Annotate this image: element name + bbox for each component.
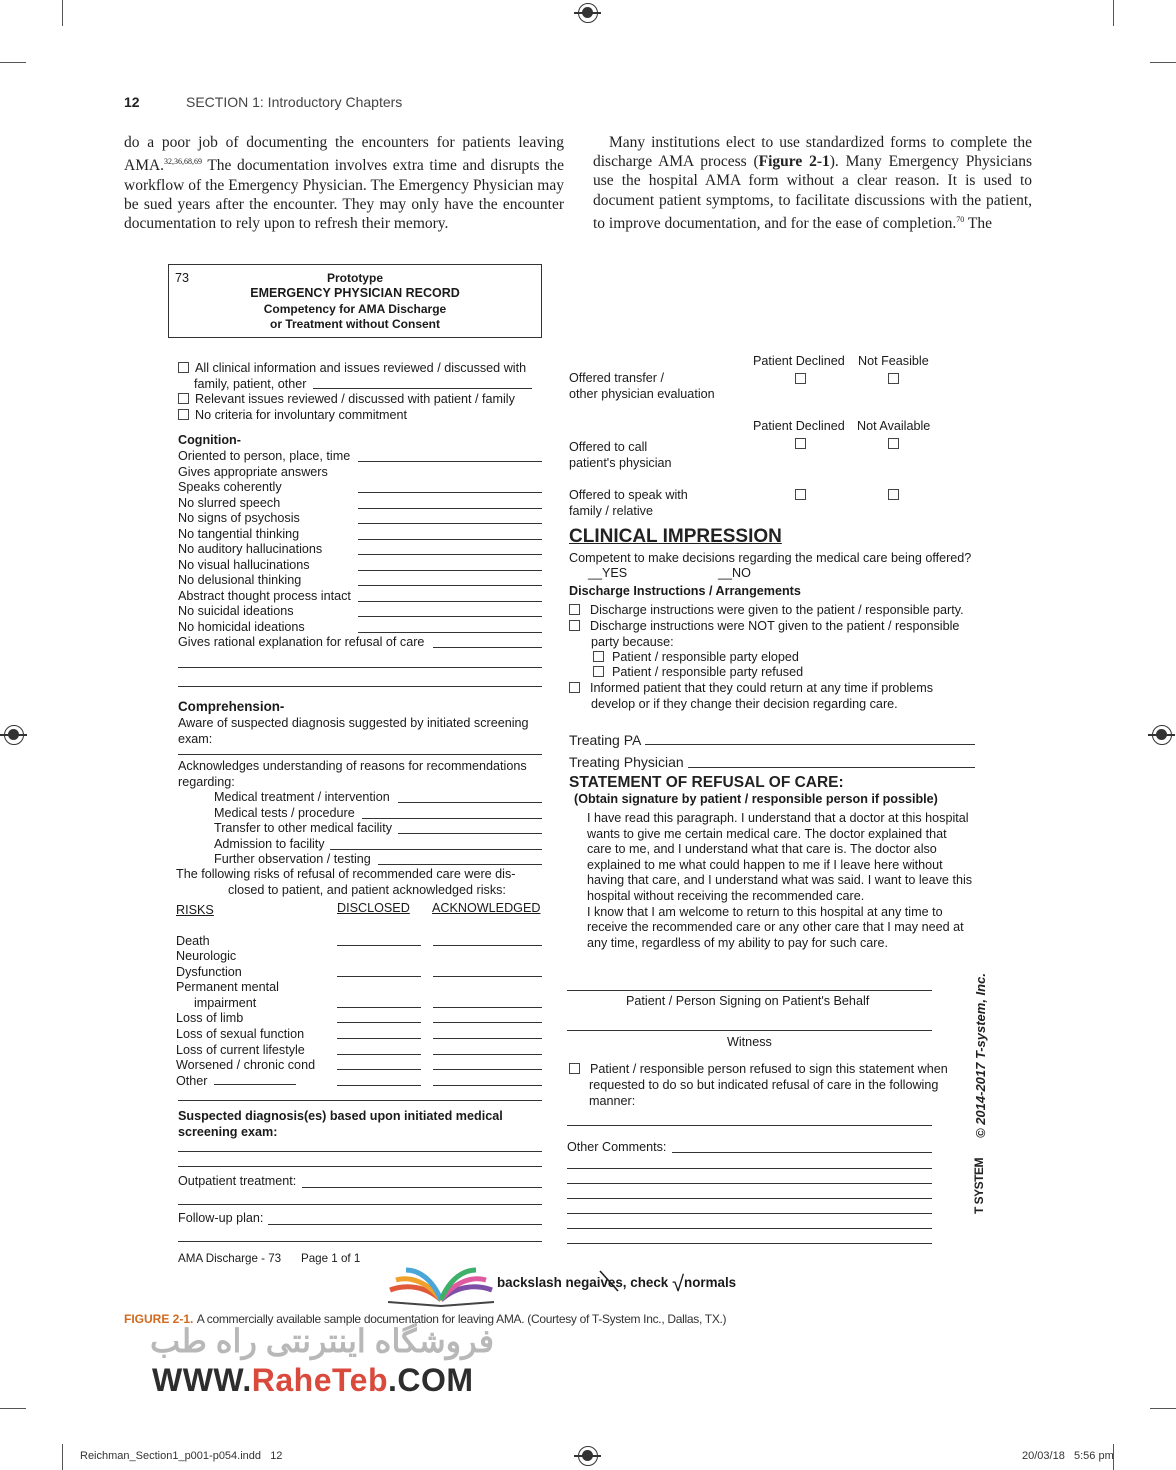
cognition-item: No auditory hallucinations xyxy=(178,542,323,556)
disclosed-line[interactable] xyxy=(337,1022,421,1023)
acknowledged-line[interactable] xyxy=(433,945,542,946)
form-title-prototype: Prototype xyxy=(326,271,383,285)
write-line[interactable] xyxy=(358,539,542,540)
write-line[interactable] xyxy=(567,1198,932,1199)
comprehension-heading: Comprehension- xyxy=(178,699,285,714)
checkbox[interactable] xyxy=(795,438,806,449)
discharge-not-given-2: party because: xyxy=(591,635,674,649)
registration-mark-icon xyxy=(578,1446,598,1466)
form-subtitle-2: or Treatment without Consent xyxy=(269,317,440,331)
risk-item: Loss of sexual function xyxy=(176,1027,305,1041)
write-line[interactable] xyxy=(178,667,542,668)
checkbox[interactable] xyxy=(569,604,580,615)
acknowledged-line[interactable] xyxy=(433,976,542,977)
treating-pa-label: Treating PA xyxy=(569,732,642,748)
t-system-logo-text: T SYSTEM xyxy=(972,1157,986,1214)
cognition-item: Speaks coherently xyxy=(178,480,282,494)
write-line[interactable] xyxy=(178,754,542,755)
book-logo-icon xyxy=(382,1260,500,1310)
acknowledged-line[interactable] xyxy=(433,1085,542,1086)
write-line[interactable] xyxy=(178,1151,542,1152)
competent-question: Competent to make decisions regarding the medical care being offered? xyxy=(569,551,972,565)
write-line[interactable] xyxy=(358,508,542,509)
offer-speak-1: Offered to speak with xyxy=(569,488,688,502)
patient-signature-label: Patient / Person Signing on Patient's Behalf xyxy=(626,994,870,1008)
form-footer-page: Page 1 of 1 xyxy=(301,1252,361,1265)
cognition-item: No signs of psychosis xyxy=(178,511,300,525)
form-number: 73 xyxy=(175,271,190,285)
comprehension-item: Medical tests / procedure xyxy=(214,806,355,820)
disclosed-line[interactable] xyxy=(337,976,421,977)
form-title-box xyxy=(168,264,542,338)
checkbox[interactable] xyxy=(569,620,580,631)
crop-mark xyxy=(1150,62,1176,63)
witness-line[interactable] xyxy=(567,1030,932,1031)
write-line[interactable] xyxy=(378,864,542,865)
statement-line: receive the recommended care or any other care that I may need at xyxy=(587,920,964,935)
form-footer-id: AMA Discharge - 73 xyxy=(178,1252,282,1265)
check-item-commitment[interactable]: No criteria for involuntary commitment xyxy=(178,408,407,424)
write-line[interactable] xyxy=(358,616,542,617)
refused-to-sign[interactable]: Patient / responsible person refused to sign this statement when xyxy=(569,1062,948,1078)
reason-refused[interactable]: Patient / responsible party refused xyxy=(593,665,803,681)
aware-text-1: Aware of suspected diagnosis suggested by initiated screening xyxy=(178,716,529,730)
clinical-impression-heading: CLINICAL IMPRESSION xyxy=(569,526,782,547)
write-line[interactable] xyxy=(398,802,542,803)
reason-eloped[interactable]: Patient / responsible party eloped xyxy=(593,650,799,666)
crop-mark xyxy=(0,1408,26,1409)
acknowledged-col-header: ACKNOWLEDGED xyxy=(432,901,541,915)
slug-date: 20/03/18 5:56 pm xyxy=(1022,1450,1114,1462)
body-column-left: do a poor job of documenting the encounters for patients leaving AMA.$^{32,36,68,69}$ The documentation involves extra time and disrupts the workflow of the Emergency Physician. The Emergency Physician may be sued years after the encounter. They may only have the encounter documentation to rely upon to refresh their memory. xyxy=(124,134,564,232)
refused-to-sign-3: manner: xyxy=(589,1094,636,1108)
registration-mark-icon xyxy=(1152,725,1172,745)
risk-item: Permanent mental xyxy=(176,980,279,994)
disclosed-line[interactable] xyxy=(337,1085,421,1086)
col-header-not-available: Not Available xyxy=(857,419,931,433)
write-line[interactable] xyxy=(672,1152,932,1153)
figure-caption-text: A commercially available sample documentation for leaving AMA. (Courtesy of T-System Inc., Dallas, TX.) xyxy=(196,1312,727,1326)
ack-text-2: regarding: xyxy=(178,775,235,789)
col-header-not-feasible: Not Feasible xyxy=(858,354,929,368)
disclosed-line[interactable] xyxy=(337,945,421,946)
disclosed-line[interactable] xyxy=(337,1054,421,1055)
write-line[interactable] xyxy=(214,1084,296,1085)
cognition-item: No visual hallucinations xyxy=(178,558,310,572)
offer-transfer-2: other physician evaluation xyxy=(569,387,715,401)
risks-note-2: closed to patient, and patient acknowledged risks: xyxy=(228,883,506,897)
cognition-item: Oriented to person, place, time xyxy=(178,449,351,463)
write-line[interactable] xyxy=(178,1204,542,1205)
checkbox[interactable] xyxy=(178,393,189,404)
treating-physician-label: Treating Physician xyxy=(569,754,684,770)
write-line[interactable] xyxy=(398,833,542,834)
write-line[interactable] xyxy=(268,1224,542,1225)
acknowledged-line[interactable] xyxy=(433,1022,542,1023)
competent-no[interactable]: __NO xyxy=(718,566,751,580)
followup-label: Follow-up plan: xyxy=(178,1211,264,1225)
watermark-persian: فروشگاه اینترنتی راه طب xyxy=(150,1323,495,1359)
crop-mark xyxy=(0,62,26,63)
competent-yes[interactable]: __YES xyxy=(588,566,628,580)
ack-text-1: Acknowledges understanding of reasons for recommendations xyxy=(178,759,527,773)
checkbox[interactable] xyxy=(178,362,189,373)
write-line[interactable] xyxy=(567,1228,932,1229)
write-line[interactable] xyxy=(178,686,542,687)
write-line[interactable] xyxy=(567,1125,932,1126)
write-line[interactable] xyxy=(178,1241,542,1242)
acknowledged-line[interactable] xyxy=(433,1054,542,1055)
discharge-not-given[interactable]: Discharge instructions were NOT given to the patient / responsible xyxy=(569,619,959,635)
outpatient-label: Outpatient treatment: xyxy=(178,1174,297,1188)
cognition-item: Gives rational explanation for refusal of care xyxy=(178,635,425,649)
legend-line: backslash negaives, check √normals xyxy=(497,1271,737,1296)
risk-item: Other xyxy=(176,1074,208,1088)
crop-mark xyxy=(62,1444,63,1470)
write-line[interactable] xyxy=(358,461,542,462)
disclosed-line[interactable] xyxy=(337,1007,421,1008)
watermark-url: WWW.RaheTeb.COM xyxy=(152,1362,474,1398)
refused-to-sign-2: requested to do so but indicated refusal of care in the following xyxy=(589,1078,939,1092)
registration-mark-icon xyxy=(578,3,598,23)
write-line[interactable] xyxy=(178,1100,542,1101)
write-line[interactable] xyxy=(567,1243,932,1244)
acknowledged-line[interactable] xyxy=(433,1069,542,1070)
form-title: EMERGENCY PHYSICIAN RECORD xyxy=(250,286,460,300)
refusal-heading: STATEMENT OF REFUSAL OF CARE: xyxy=(569,774,844,791)
slug-file: Reichman_Section1_p001-p054.indd 12 xyxy=(80,1450,283,1462)
disclosed-col-header: DISCLOSED xyxy=(337,901,410,915)
risk-item: Worsened / chronic cond xyxy=(176,1058,316,1072)
crop-mark xyxy=(62,0,63,26)
page-number: 12 xyxy=(124,94,140,110)
checkbox[interactable] xyxy=(888,489,899,500)
copyright-text: © 2014-2017 T-system, Inc. xyxy=(973,973,988,1138)
checkbox[interactable] xyxy=(795,373,806,384)
write-line[interactable] xyxy=(433,647,542,648)
statement-line: care to me, and I understand what that care is. The doctor also xyxy=(587,842,937,857)
disclosed-line[interactable] xyxy=(337,1038,421,1039)
t-system-logo-icon xyxy=(970,1134,988,1214)
checkbox[interactable] xyxy=(569,682,580,693)
informed-patient-2: develop or if they change their decision regarding care. xyxy=(591,697,898,711)
form-subtitle-1: Competency for AMA Discharge xyxy=(263,302,447,316)
registration-mark-icon xyxy=(4,725,24,745)
backslash-mark-icon xyxy=(598,1269,620,1293)
write-line[interactable] xyxy=(567,1183,932,1184)
write-line[interactable] xyxy=(178,1166,542,1167)
checkmark-icon: √ xyxy=(671,1271,685,1296)
crop-mark xyxy=(1150,1408,1176,1409)
statement-line: any time, regardless of my ability to pay for such care. xyxy=(587,935,888,950)
statement-line: hospital without receiving the recommended care. xyxy=(587,889,865,903)
write-line[interactable] xyxy=(358,492,542,493)
comprehension-item: Further observation / testing xyxy=(214,852,371,866)
risk-item: Loss of limb xyxy=(176,1011,244,1025)
informed-patient[interactable]: Informed patient that they could return at any time if problems xyxy=(569,681,933,697)
statement-line: I know that I am welcome to return to this hospital at any time to xyxy=(587,904,943,919)
risk-item: Loss of current lifestyle xyxy=(176,1043,305,1057)
check-item-relevant[interactable]: Relevant issues reviewed / discussed with patient / family xyxy=(178,392,515,408)
cognition-item: No suicidal ideations xyxy=(178,604,294,618)
risks-col-header: RISKS xyxy=(176,903,214,917)
statement-line: wants to give me certain medical care. The doctor explained that xyxy=(587,826,947,841)
write-line[interactable] xyxy=(358,523,542,524)
copyright-vertical xyxy=(972,898,990,1138)
checkbox[interactable] xyxy=(178,409,189,420)
suspected-heading-2: screening exam: xyxy=(178,1125,278,1139)
aware-text-2: exam: xyxy=(178,732,213,746)
comprehension-item: Admission to facility xyxy=(214,837,325,851)
cognition-heading: Cognition- xyxy=(178,433,241,447)
cognition-item: No homicidal ideations xyxy=(178,620,305,634)
risk-item: Death xyxy=(176,934,210,948)
figure-label: FIGURE 2-1. xyxy=(124,1312,194,1326)
statement-line: explained to me what could happen to me if I leave here without xyxy=(587,857,943,872)
discharge-given[interactable]: Discharge instructions were given to the patient / responsible party. xyxy=(569,603,964,619)
refusal-subheading: (Obtain signature by patient / responsible person if possible) xyxy=(574,792,938,806)
checkbox[interactable] xyxy=(888,438,899,449)
risk-item: impairment xyxy=(194,996,257,1010)
body-column-right: Many institutions elect to use standardized forms to complete the discharge AMA process (Figure 2-1). Many Emergency Physicians use the hospital AMA form without a clear reason. It is used to document patient symptoms, to facilitate discussions with the patient, to improve documentation, and for the ease of completion.$^{70}$ The xyxy=(593,134,1032,232)
treating-physician-line[interactable] xyxy=(688,767,975,768)
check-item-family: family, patient, other xyxy=(194,377,307,391)
witness-label: Witness xyxy=(727,1035,772,1049)
suspected-heading-1: Suspected diagnosis(es) based upon initiated medical xyxy=(178,1109,503,1123)
acknowledged-line[interactable] xyxy=(433,1007,542,1008)
risk-item: Neurologic xyxy=(176,949,237,963)
checkbox[interactable] xyxy=(593,666,604,677)
write-line[interactable] xyxy=(567,1168,932,1169)
comprehension-item: Transfer to other medical facility xyxy=(214,821,393,835)
write-line[interactable] xyxy=(358,554,542,555)
col-header-patient-declined: Patient Declined xyxy=(753,354,845,368)
checkbox[interactable] xyxy=(569,1063,580,1074)
offer-speak-2: family / relative xyxy=(569,504,653,518)
offer-call-2: patient's physician xyxy=(569,456,672,470)
treating-pa-line[interactable] xyxy=(645,744,975,745)
comprehension-item: Medical treatment / intervention xyxy=(214,790,390,804)
risks-note-1: The following risks of refusal of recommended care were dis- xyxy=(176,867,516,881)
acknowledged-line[interactable] xyxy=(433,1038,542,1039)
cognition-item: No slurred speech xyxy=(178,496,281,510)
offer-transfer-1: Offered transfer / xyxy=(569,371,664,385)
cognition-item: Abstract thought process intact xyxy=(178,589,351,603)
statement-line: having that care, and I understand what was said. I want to leave this xyxy=(587,873,973,888)
checkbox[interactable] xyxy=(795,489,806,500)
running-header: SECTION 1: Introductory Chapters xyxy=(186,94,403,110)
cognition-item: No delusional thinking xyxy=(178,573,302,587)
other-comments-label: Other Comments: xyxy=(567,1140,667,1154)
statement-line: I have read this paragraph. I understand that a doctor at this hospital xyxy=(587,811,969,825)
checkbox[interactable] xyxy=(593,651,604,662)
patient-signature-line[interactable] xyxy=(567,990,932,991)
col-header-patient-declined: Patient Declined xyxy=(753,419,845,433)
write-line[interactable] xyxy=(358,585,542,586)
offer-call-1: Offered to call xyxy=(569,440,648,454)
check-item-reviewed[interactable]: All clinical information and issues reviewed / discussed with xyxy=(178,361,526,377)
write-line[interactable] xyxy=(330,849,542,850)
discharge-heading: Discharge Instructions / Arrangements xyxy=(569,584,801,598)
write-line[interactable] xyxy=(313,388,532,389)
write-line[interactable] xyxy=(567,1213,932,1214)
write-line[interactable] xyxy=(358,632,542,633)
crop-mark xyxy=(1113,0,1114,26)
write-line[interactable] xyxy=(362,818,542,819)
checkbox[interactable] xyxy=(888,373,899,384)
write-line[interactable] xyxy=(358,601,542,602)
disclosed-line[interactable] xyxy=(337,1069,421,1070)
write-line[interactable] xyxy=(358,570,542,571)
risk-item: Dysfunction xyxy=(176,965,242,979)
write-line[interactable] xyxy=(302,1187,542,1188)
cognition-item: No tangential thinking xyxy=(178,527,300,541)
cognition-item: Gives appropriate answers xyxy=(178,465,328,479)
